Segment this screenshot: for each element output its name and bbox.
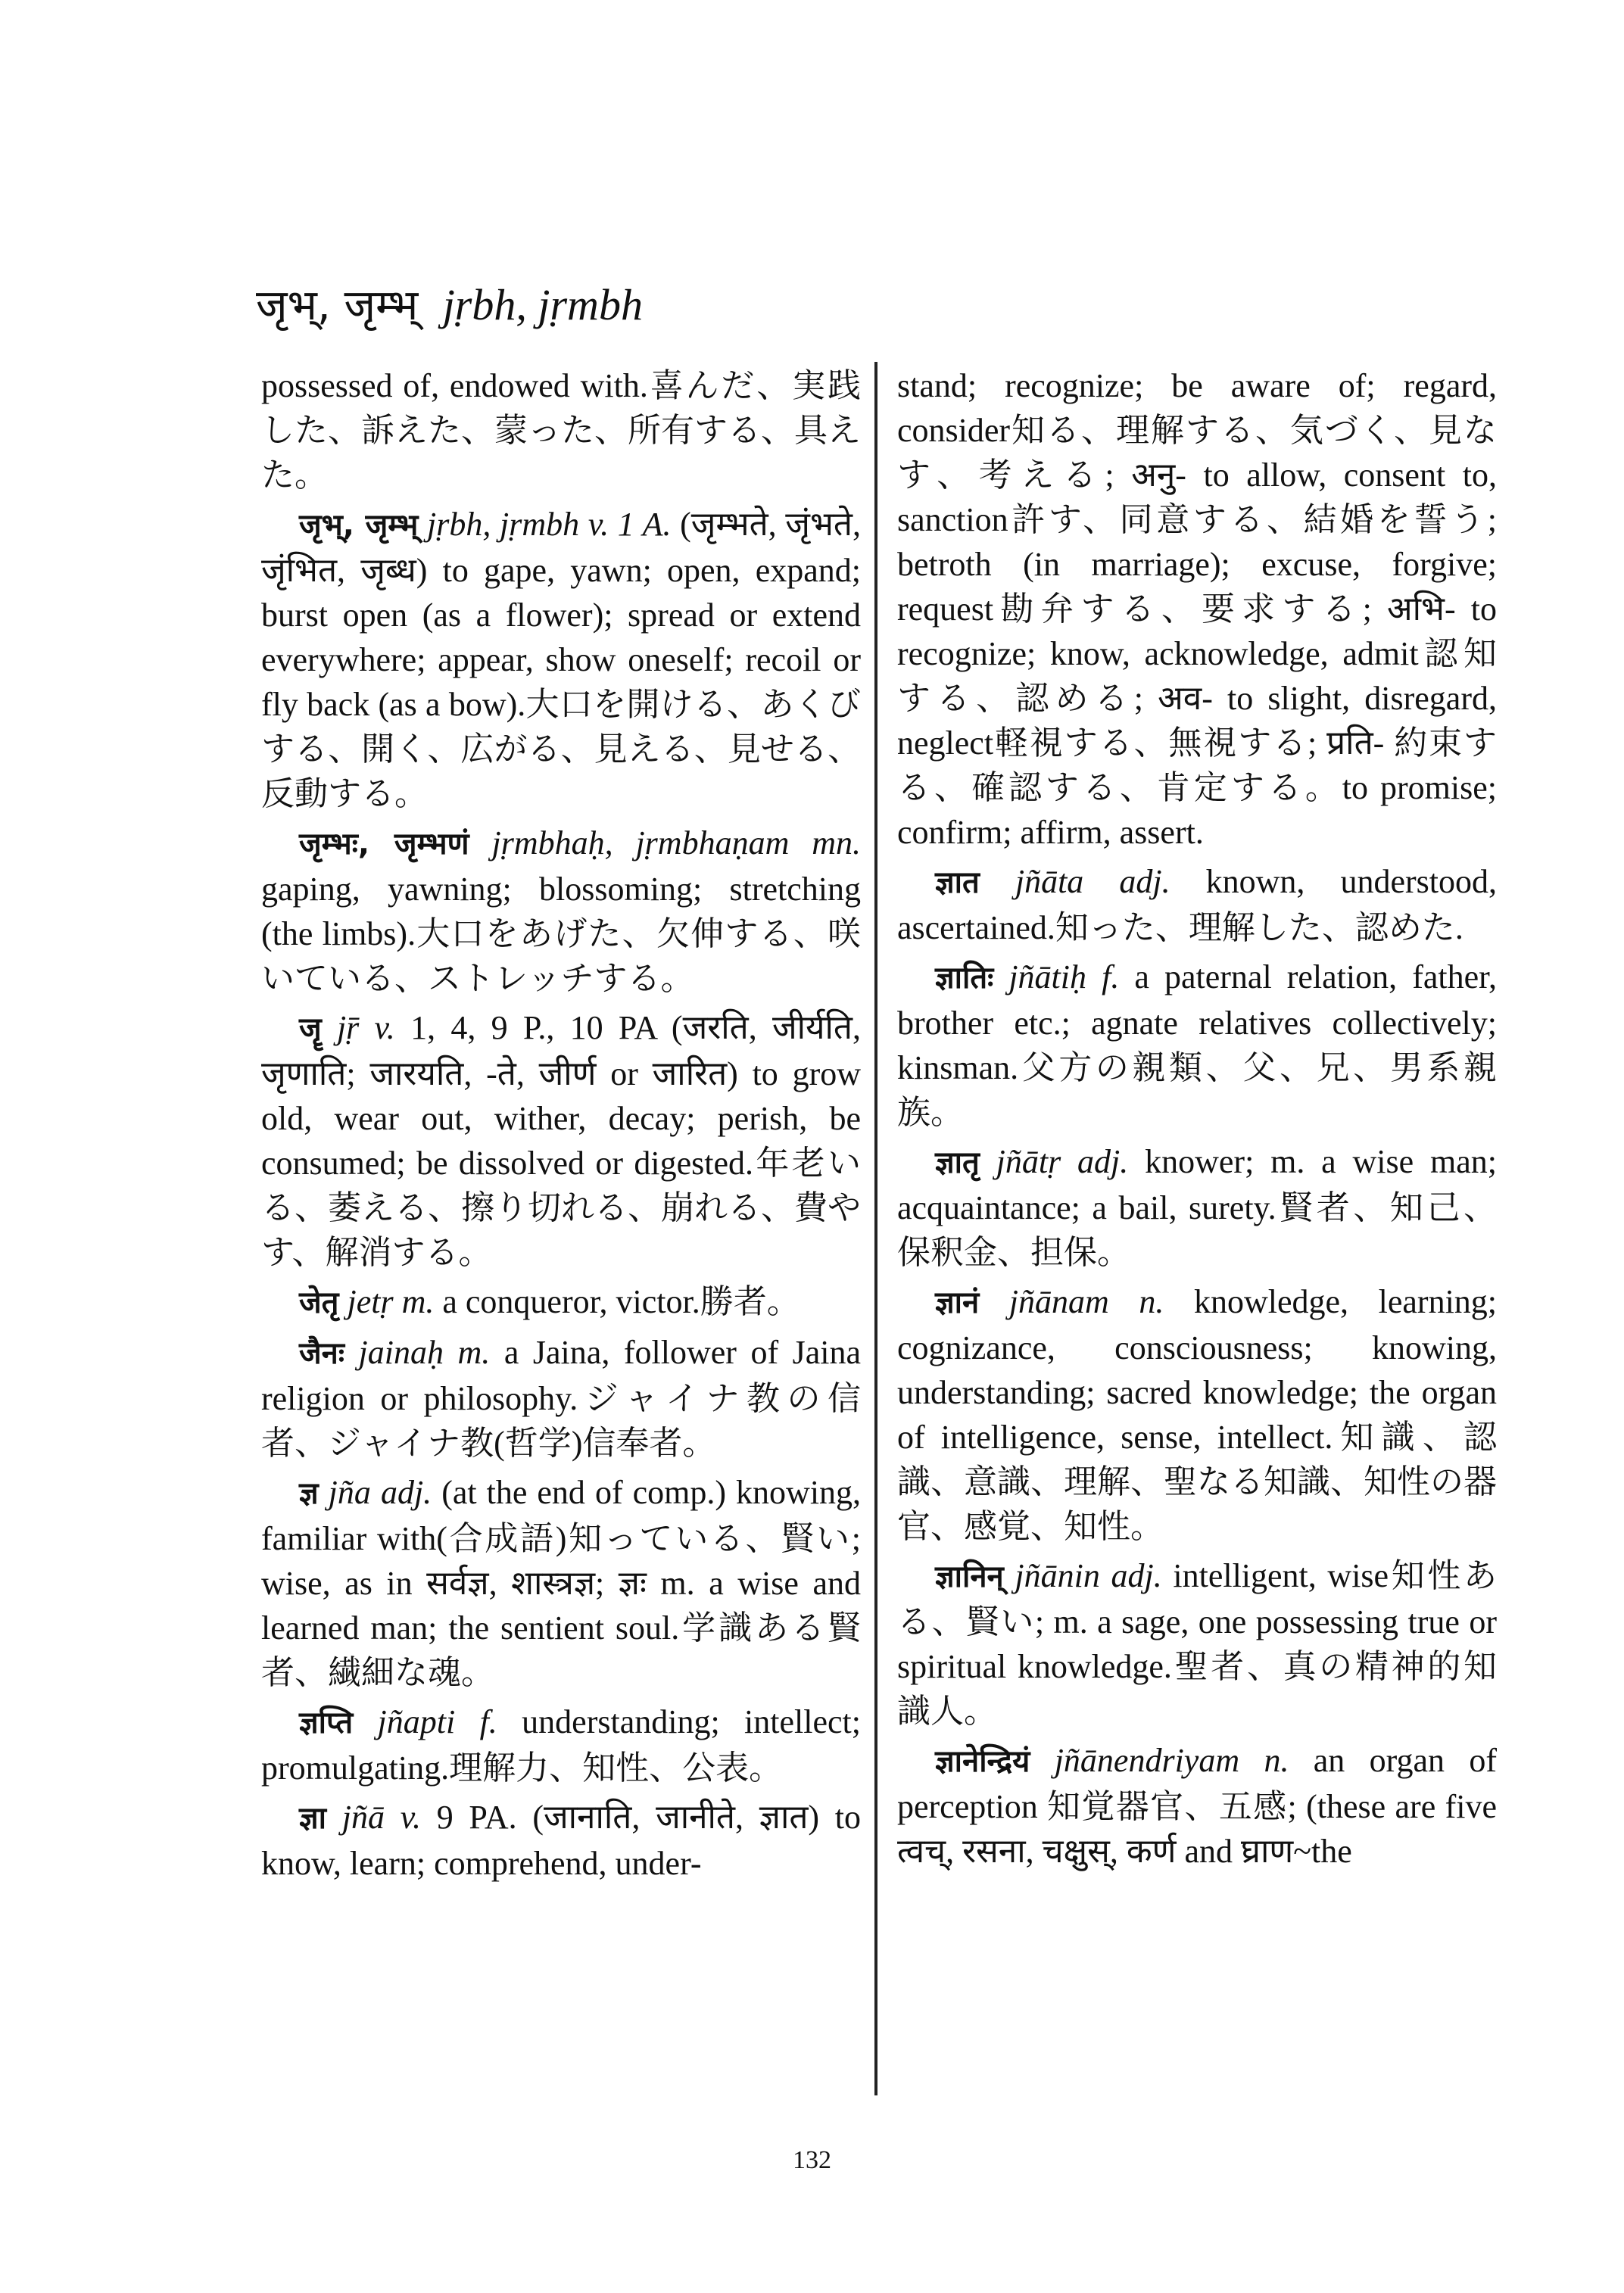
dictionary-entry: [897, 363, 1497, 855]
entry-headword: ज्ञानं: [935, 1285, 980, 1320]
entry-transliteration: jainaḥ: [358, 1334, 444, 1371]
entry-transliteration: jñānam: [1008, 1283, 1109, 1320]
entry-transliteration: jñā: [341, 1799, 385, 1836]
entry-headword: जृभ्, जृम्भ्: [299, 508, 419, 543]
entry-definition: intelligent, wise知性ある、賢い; m. a sage, one possessing true or spiritual knowledge.聖者、真の精神的知識人。: [897, 1557, 1497, 1730]
dictionary-entry: [897, 859, 1497, 950]
dictionary-entry: [897, 1279, 1497, 1549]
entry-grammar: f.: [479, 1703, 497, 1740]
column-divider: [874, 362, 877, 2095]
entry-transliteration: jṝ: [336, 1009, 360, 1046]
entry-definition: understanding; intellect; promulgating.理解力、知性、公表。: [261, 1703, 861, 1787]
entry-grammar: v.: [374, 1009, 395, 1046]
entry-headword: जैनः: [299, 1336, 344, 1371]
entry-headword: जॄ: [299, 1011, 322, 1046]
right-column: [897, 363, 1497, 2082]
dictionary-entry: [897, 1139, 1497, 1275]
running-head-transliteration: jṛbh, jṛmbh: [442, 280, 643, 329]
running-head-devanagari: जृभ्, जृम्भ्: [256, 281, 419, 330]
entry-grammar: mn.: [812, 824, 861, 861]
entry-definition: possessed of, endowed with.喜んだ、実践した、訴えた、蒙った、所有する、具えた。: [261, 367, 861, 494]
entry-headword: ज्ञात: [935, 865, 980, 900]
dictionary-entry: [261, 1795, 861, 1886]
entry-transliteration: jñapti: [377, 1703, 456, 1740]
dictionary-entry: [897, 1738, 1497, 1874]
entry-headword: ज्ञातिः: [935, 961, 994, 995]
entry-transliteration: jṛbh, jṛmbh: [427, 506, 580, 543]
entry-transliteration: jñātiḥ: [1008, 958, 1087, 995]
left-column: [261, 363, 861, 2082]
entry-grammar: adj.: [1077, 1143, 1129, 1180]
entry-grammar: v.: [400, 1799, 421, 1836]
dictionary-entry: [261, 1330, 861, 1466]
dictionary-entry: [261, 502, 861, 816]
dictionary-entry: [897, 1553, 1497, 1734]
entry-grammar: adj.: [380, 1474, 432, 1511]
entry-headword: ज्ञ: [299, 1476, 319, 1511]
dictionary-entry: [261, 363, 861, 497]
entry-headword: ज्ञप्ति: [299, 1706, 354, 1740]
entry-definition: knower; m. a wise man; acquaintance; a bail, surety.賢者、知己、保釈金、担保。: [897, 1143, 1497, 1271]
entry-definition: stand; recognize; be aware of; regard, consider知る、理解する、気づく、見なす、考える; अनु- to allow, consent to, sanction許す、同意する、結婚を誓う; betroth (in marriage); excuse, forgive; request勘弁する、要求する; अभि- to recognize; know, acknowledge, admit認知する、認める; अव- to slight, disregard, neglect軽視する、無視する; प्रति- 約束する、確認する、肯定する。to promise; confirm; affirm, assert.: [897, 367, 1497, 851]
entry-headword: जृम्भः, जृम्भणं: [299, 827, 469, 861]
entry-transliteration: jñānendriyam: [1054, 1742, 1240, 1779]
dictionary-entry: [261, 1279, 861, 1326]
entry-definition: an organ of perception 知覚器官、五感; (these are five त्वच्, रसना, चक्षुस्, कर्ण and घ्राण~the: [897, 1742, 1497, 1870]
entry-headword: ज्ञा: [299, 1801, 326, 1836]
entry-transliteration: jetṛ: [347, 1283, 394, 1320]
entry-grammar: adj.: [1119, 863, 1170, 900]
entry-definition: known, understood, ascertained.知った、理解した、認めた.: [897, 863, 1497, 946]
entry-grammar: m.: [401, 1283, 435, 1320]
entry-definition: 9 PA. (जानाति, जानीते, ज्ञात) to know, learn; comprehend, under-: [261, 1799, 861, 1882]
page-number: 132: [793, 2146, 831, 2174]
entry-grammar: f.: [1102, 958, 1120, 995]
entry-definition: (जृम्भते, जृंभते, जृंभित, जृब्ध) to gape, yawn; open, expand; burst open (as a flower); spread or extend everywhere; appear, show oneself; recoil or fly back (as a bow).大口を開ける、あくびする、開く、広がる、見える、見せる、反動する。: [261, 506, 861, 812]
entry-headword: ज्ञानेन्द्रियं: [935, 1744, 1030, 1779]
entry-definition: 1, 4, 9 P., 10 PA (जरति, जीर्यति, जृणाति; जारयति, -ते, जीर्ण or जारित) to grow old, wear out, wither, decay; perish, be consumed; be dissolved or digested.年老いる、萎える、擦り切れる、崩れる、費やす、解消する。: [261, 1009, 861, 1271]
entry-grammar: adj.: [1111, 1557, 1162, 1594]
entry-transliteration: jṛmbhaḥ, jṛmbhaṇam: [491, 824, 790, 861]
entry-definition: knowledge, learning; cognizance, consciousness; knowing, understanding; sacred knowledge; the organ of intelligence, sense, intellect.知識、認識、意識、理解、聖なる知識、知性の器官、感覚、知性。: [897, 1283, 1497, 1545]
dictionary-entry: [261, 1470, 861, 1695]
entry-headword: जेतृ: [299, 1285, 339, 1320]
entry-grammar: v. 1 A.: [588, 506, 672, 543]
entry-transliteration: jñāta: [1015, 863, 1084, 900]
entry-transliteration: jñātṛ: [996, 1143, 1061, 1180]
entry-headword: ज्ञानिन्: [935, 1559, 1004, 1594]
dictionary-entry: [261, 1699, 861, 1790]
entry-transliteration: jña: [328, 1474, 371, 1511]
entry-transliteration: jñānin: [1015, 1557, 1100, 1594]
entry-grammar: n.: [1264, 1742, 1289, 1779]
entry-headword: ज्ञातृ: [935, 1145, 980, 1180]
dictionary-entry: [897, 955, 1497, 1135]
dictionary-entry: [261, 821, 861, 1001]
entry-definition: (at the end of comp.) knowing, familiar with(合成語)知っている、賢い; wise, as in सर्वज्ञ, शास्त्रज्ञ; ज्ञः m. a wise and learned man; the sentient soul.学識ある賢者、繊細な魂。: [261, 1474, 861, 1691]
entry-definition: a conqueror, victor.勝者。: [442, 1283, 800, 1320]
entry-definition: a paternal relation, father, brother etc.; agnate relatives collectively; kinsman.父方の親類、父、兄、男系親族。: [897, 958, 1497, 1131]
running-head: [256, 274, 1543, 336]
entry-grammar: n.: [1139, 1283, 1164, 1320]
entry-definition: a Jaina, follower of Jaina religion or philosophy.ジャイナ教の信者、ジャイナ教(哲学)信奉者。: [261, 1334, 861, 1462]
entry-definition: gaping, yawning; blossoming; stretching (the limbs).大口をあげた、欠伸する、咲いている、ストレッチする。: [261, 871, 861, 997]
dictionary-entry: [261, 1005, 861, 1275]
entry-grammar: m.: [457, 1334, 491, 1371]
